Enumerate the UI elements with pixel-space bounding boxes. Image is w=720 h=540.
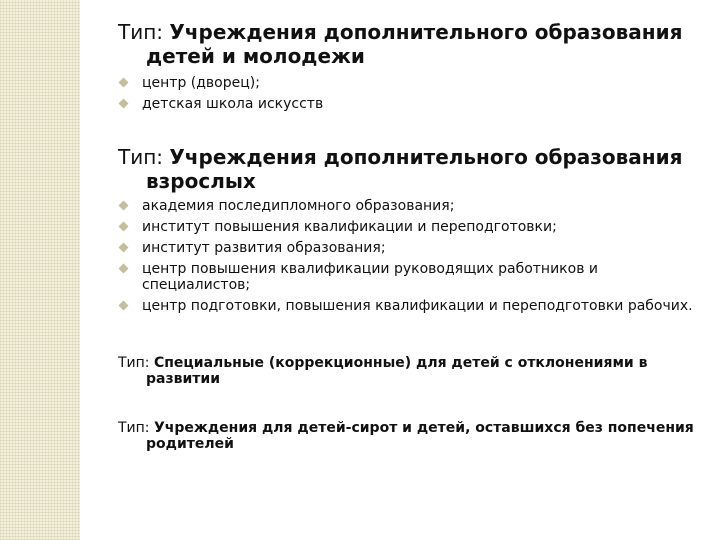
decorative-side-strip — [0, 0, 80, 540]
section-4-type-label: Тип: — [118, 420, 150, 436]
list-item-text: институт развития образования; — [142, 240, 386, 256]
section-2-type-label: Тип: — [118, 145, 164, 169]
list-item — [118, 298, 720, 314]
bullet-icon — [119, 78, 129, 88]
list-item-text: центр повышения квалификации руководящих работников и специалистов; — [142, 261, 598, 293]
section-3-heading — [118, 355, 676, 387]
list-item-text: центр (дворец); — [142, 75, 260, 91]
section-2-list — [118, 198, 718, 319]
list-item-text: академия последипломного образования; — [142, 198, 455, 214]
section-4-type-value: Учреждения для детей-сирот и детей, оставшихся без попечения родителей — [146, 420, 694, 452]
bullet-icon — [119, 264, 129, 274]
list-item — [118, 261, 622, 293]
section-3-type-value: Специальные (коррекционные) для детей с отклонениями в развитии — [146, 355, 648, 387]
list-item — [118, 219, 718, 235]
list-item-text: центр подготовки, повышения квалификации и переподготовки рабочих. — [142, 298, 693, 314]
list-item — [118, 240, 718, 256]
bullet-icon — [119, 301, 129, 311]
section-3-type-label: Тип: — [118, 355, 150, 371]
list-item-text: институт повышения квалификации и переподготовки; — [142, 219, 557, 235]
bullet-icon — [119, 222, 129, 232]
list-item — [118, 198, 718, 214]
section-1-type-label: Тип: — [118, 20, 164, 44]
section-1-heading — [118, 20, 720, 68]
list-item-text: детская школа искусств — [142, 96, 324, 112]
section-4-heading — [118, 420, 716, 452]
list-item — [118, 96, 718, 112]
list-item — [118, 75, 718, 91]
bullet-icon — [119, 99, 129, 109]
bullet-icon — [119, 201, 129, 211]
bullet-icon — [119, 243, 129, 253]
section-1-type-value: Учреждения дополнительного образования детей и молодежи — [146, 20, 683, 68]
section-1-list — [118, 75, 718, 117]
section-2-type-value: Учреждения дополнительного образования взрослых — [146, 145, 683, 193]
section-2-heading — [118, 145, 720, 193]
